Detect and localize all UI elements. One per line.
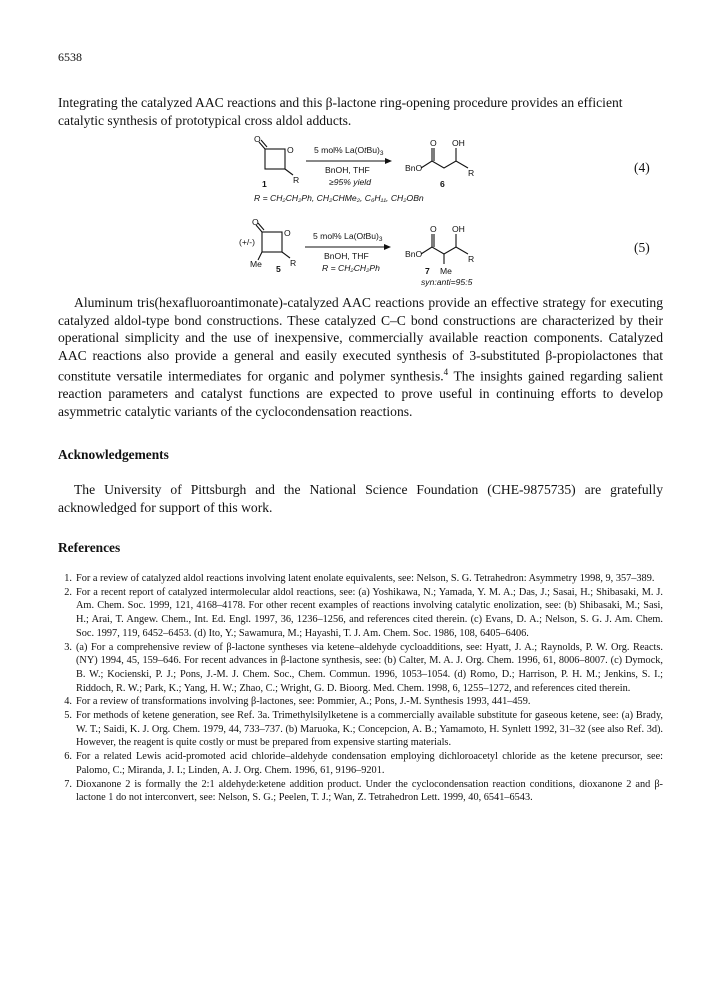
intro-line-1: Integrating the catalyzed AAC reactions and this β-lactone ring-opening procedure provides an efficient <box>58 95 623 110</box>
lactone-r-group: R <box>293 175 300 185</box>
reference-item <box>58 572 663 586</box>
reference-item <box>58 695 663 709</box>
summary-text-end: The insights gained regarding salient reaction parameters and catalyst functions are expected to prove useful in continuing efforts to develop asymmetric catalytic variants of the cyclocondensation reactions. <box>58 368 663 419</box>
product-7-carbonyl-o: O <box>430 224 437 234</box>
lactone-carbonyl-o: O <box>254 134 261 144</box>
reference-text: (a) For a comprehensive review of β-lactone syntheses via ketene–aldehyde cycloadditions, see: Hyatt, J. A.; Raynolds, P. W. Org. Reacts. (NY) 1994, 45, 159–646. For recent advances in β-lactone synthesis, see: (b) Calter, M. A. J. Org. Chem. 1996, 61, 8006–8007. (c) Dymock, B. W.; Kocienski, P. J.; Pons, J.-M. J. Chem. Soc., Chem. Commun. 1996, 1053–1054. (d) Romo, D.; Harrison, P. H. M.; Jenkins, S. I.; Riddoch, R. W.; Park, K.; Yang, H. W.; Zhao, C.; Wright, G. D. Bioorg. Med. Chem. 1998, 6, 1255–1272, and references cited therein. <box>76 641 663 694</box>
reference-number: 5. <box>64 710 72 722</box>
scheme-4-reagent-mid: BnOH, THF <box>325 165 370 175</box>
compound-6-label: 6 <box>440 179 445 189</box>
reference-text: For a related Lewis acid-promoted acid chloride–aldehyde condensation employing dichloroacetyl chloride as the ketene precursor, see: Palomo, C.; Miranda, J. I.; Linden, A. J. Org. Chem. 1996, 61, 9196–9201. <box>76 751 663 776</box>
references-heading: References <box>58 540 121 555</box>
scheme-5-drawing <box>0 214 720 289</box>
references-list <box>58 572 663 805</box>
equation-5-number: (5) <box>634 240 650 255</box>
compound-1-label: 1 <box>262 179 267 189</box>
reference-text: For a review of transformations involving β-lactones, see: Pommier, A.; Pons, J.-M. Synthesis 1993, 441–459. <box>76 696 531 708</box>
reference-number: 1. <box>64 573 72 584</box>
product-6-carbonyl-o: O <box>430 138 437 148</box>
reference-number: 4. <box>64 696 72 708</box>
intro-paragraph <box>58 94 663 129</box>
reference-number: 6. <box>64 751 72 763</box>
equation-4-number: (4) <box>634 160 650 175</box>
lactone-5-r-group: R <box>290 258 297 268</box>
syn-anti-ratio: syn:anti=95:5 <box>421 277 473 287</box>
page-number: 6538 <box>58 50 82 64</box>
reference-text: For a recent report of catalyzed intermolecular aldol reactions, see: (a) Yoshikawa, N.; Yamada, Y. M. A.; Das, J.; Sasai, H.; Shibasaki, M. J. Am. Chem. Soc. 1999, 121, 4168–4178. For other recent examples of reactions involving catalytic enolization, see: (b) Shibasaki, M.; Sasi, H.; Arai, T. Angew. Chem., Int. Ed. Engl. 1997, 36, 1236–1256, and references cited therein. (c) Evans, D. A.; Nelson, S. G. J. Am. Chem. Soc. 1997, 119, 6452–6453. (d) Ito, Y.; Sawamura, M.; Hayashi, T. J. Am. Chem. Soc. 1986, 108, 6405–6406. <box>76 586 663 639</box>
citation-4: 4 <box>443 367 449 377</box>
summary-text: Aluminum tris(hexafluoroantimonate)-catalyzed AAC reactions provide an effective strategy for executing catalyzed aldol-type bond constructions. These catalyzed C–C bond constructions are characterized by their operational simplicity and the use of inexpensive, commercially available reaction components. Catalyzed AAC reactions also provide a general and easily executed synthesis of 3-substituted β-propiolactones that constitute versatile intermediates for organic and polymer synthesis. <box>58 295 663 384</box>
reference-number: 7. <box>64 778 72 790</box>
acknowledgements-text: The University of Pittsburgh and the National Science Foundation (CHE-9875735) are gratefully acknowledged for support of this work. <box>58 482 663 515</box>
lactone-ring-o: O <box>287 145 294 155</box>
compound-7-label: 7 <box>425 266 430 276</box>
scheme-5-reagent-mid: BnOH, THF <box>324 251 369 261</box>
reference-item <box>58 750 663 777</box>
aldol-product-6-structure <box>421 148 468 168</box>
acknowledgements-heading: Acknowledgements <box>58 447 169 462</box>
lactone-5-carbonyl-o: O <box>252 217 259 227</box>
product-6-bno: BnO <box>405 163 423 173</box>
reference-item <box>58 586 663 641</box>
product-7-bno: BnO <box>405 249 423 259</box>
scheme-5-r-definition: R = CH₂CH₂Ph <box>322 263 380 273</box>
lactone-5-methyl: Me <box>250 259 262 269</box>
reference-item <box>58 709 663 750</box>
arrow-head-4 <box>385 158 392 164</box>
compound-5-label: 5 <box>276 264 281 274</box>
aldol-product-7-structure <box>421 234 468 264</box>
product-7-oh: OH <box>452 224 465 234</box>
reference-number: 2. <box>64 586 72 598</box>
racemic-label: (+/-) <box>239 237 255 247</box>
product-6-oh: OH <box>452 138 465 148</box>
reaction-scheme-4 <box>0 133 720 213</box>
product-7-methyl: Me <box>440 266 452 276</box>
intro-line-2: catalytic synthesis of prototypical cross aldol adducts. <box>58 112 352 128</box>
scheme-4-reagent-top: 5 mol% $La(OtBu)_3$ <box>314 145 384 157</box>
product-7-r-group: R <box>468 254 475 264</box>
reference-text: For methods of ketene generation, see Ref. 3a. Trimethylsilylketene is a commercially available substitute for gaseous ketene, see: (a) Brady, W. T.; Saidi, K. J. Org. Chem. 1979, 44, 733–737. (b) Maruoka, K.; Concepcion, A. B.; Yamamoto, H. Synlett 1992, 31–32 (see also Ref. 3d). However, the reagent is quite costly or must be prepared from expensive starting materials. <box>76 710 663 749</box>
reference-text: For a review of catalyzed aldol reactions involving latent enolate equivalents, see: Nelson, S. G. Tetrahedron: Asymmetry 1998, 9, 357–389. <box>76 573 655 584</box>
reaction-scheme-5 <box>0 214 720 289</box>
scheme-5-reagent-top: 5 mol% $La(OtBu)_3$ <box>313 231 383 243</box>
reference-text: Dioxanone 2 is formally the 2:1 aldehyde:ketene addition product. Under the cyclocondensation reaction conditions, dioxanone 2 and β-lactone 1 do not interconvert, see: Nelson, S. G.; Peelen, T. J.; Wan, Z. Tetrahedron Lett. 1999, 40, 6541–6543. <box>76 778 663 804</box>
scheme-4-r-definition: R = CH₂CH₂Ph, CH₂CHMe₂, C₆H₁₁, CH₂OBn <box>254 193 424 203</box>
lactone-5-ring-o: O <box>284 228 291 238</box>
scheme-4-drawing <box>0 133 720 213</box>
summary-paragraph <box>58 294 663 420</box>
arrow-head-5 <box>384 244 391 250</box>
reference-number: 3. <box>64 641 72 653</box>
product-6-r-group: R <box>468 168 475 178</box>
reference-item <box>58 641 663 696</box>
scheme-4-yield: ≥95% yield <box>329 177 371 187</box>
reference-item <box>58 778 663 805</box>
